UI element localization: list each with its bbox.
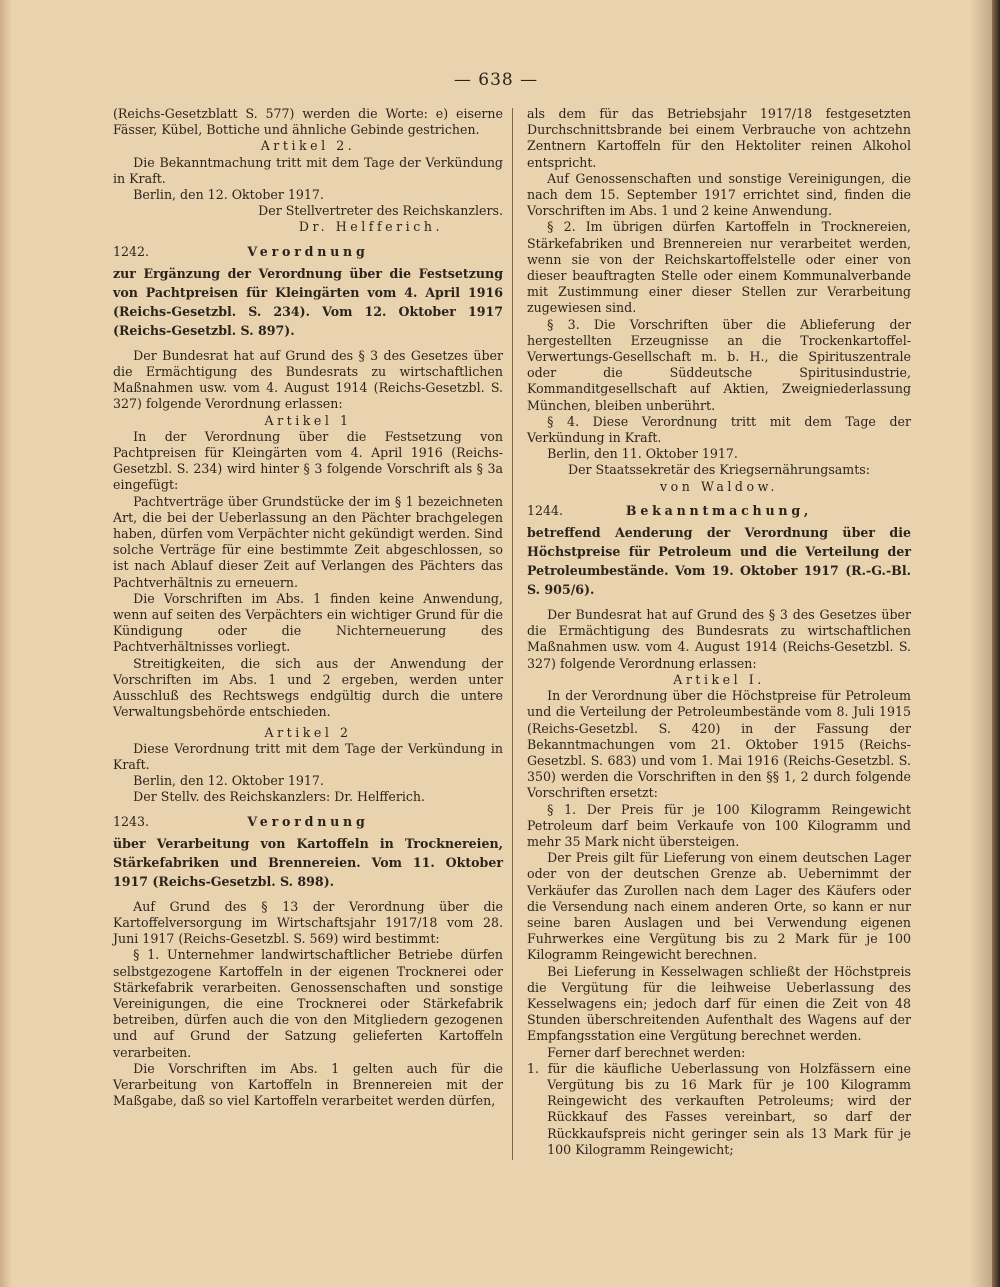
section-1244-header (527, 503, 911, 519)
section-type: Bekanntmachung, (625, 502, 813, 518)
article-2-text: Die Bekanntmachung tritt mit dem Tage der Verkündung in Kraft. (113, 154, 503, 186)
section-number: 1244. (527, 502, 564, 518)
section-1244-paragraph: Der Preis gilt für Lieferung von einem deutschen Lager oder von der deutschen Grenze ab. Uebernimmt der Verkäufer das Zurollen nach dem Lager des Käufers oder die Versendung nach einem anderen Orte, so kann er nur seine baren Auslagen und bei Verwendung eigenen Fuhrwerkes eine Vergütung bis zu 2 Mark für je 100 Kilogramm Reingewicht berechnen. (527, 850, 911, 963)
section-1242-article-1-paragraph: Die Vorschriften im Abs. 1 finden keine Anwendung, wenn auf seiten des Verpächters ein wichtiger Grund für die Kündigung oder die Nichterneuerung des Pachtverhältnisses vorliegt. (113, 590, 503, 655)
section-1244-paragraph: In der Verordnung über die Höchstpreise für Petroleum und die Verteilung der Petroleumbestände vom 8. Juli 1915 (Reichs-Gesetzbl. S. 420) in der Fassung der Bekanntmachungen vom 21. Oktober 1915 (Reichs-Gesetzbl. S. 683) und vom 1. Mai 1916 (Reichs-Gesetzbl. S. 350) werden die Vorschriften in den §§ 1, 2 durch folgende Vorschriften ersetzt: (527, 688, 911, 801)
section-type: Verordnung (247, 243, 369, 259)
article-2-heading: Artikel 2. (260, 138, 356, 154)
section-1243-paragraph: Die Vorschriften im Abs. 1 gelten auch für die Verarbeitung von Kartoffeln in Brennereien mit der Maßgabe, daß so viel Kartoffeln verarbeitet werden dürfen, (113, 1060, 503, 1109)
signer-name: von Waldow. (660, 478, 778, 494)
section-number: 1242. (113, 243, 150, 259)
section-1244-title: betreffend Aenderung der Verordnung über die Höchstpreise für Petroleum und die Verteilung der Petroleumbestände. Vom 19. Oktober 1917 (R.-G.-Bl. S. 905/6). (527, 525, 911, 598)
article-2-signer-name: Dr. Helfferich. (298, 219, 443, 235)
paragraph: § 3. Die Vorschriften über die Ablieferung der hergestellten Erzeugnisse an die Trockenkartoffel-Verwertungs-Gesellschaft m. b. H., die Spirituszentrale oder die Süddeutsche Spiritusindustrie, Kommanditgesellschaft auf Aktien, Zweigniederlassung München, bleiben unberührt. (527, 316, 911, 413)
list-item: 1. für die käufliche Ueberlassung von Holzfässern eine Vergütung bis zu 16 Mark für je 100 Kilogramm Reingewicht des verkauften Petroleums; wird der Rückkauf des Fasses vereinbart, so darf der Rückkaufspreis nicht geringer sein als 13 Mark für je 100 Kilogramm Reingewicht; (527, 1060, 911, 1157)
section-number: 1243. (113, 813, 150, 829)
article-2-date: Berlin, den 12. Oktober 1917. (133, 187, 324, 203)
section-1243-preamble: Auf Grund des § 13 der Verordnung über die Kartoffelversorgung im Wirtschaftsjahr 1917/18 vom 28. Juni 1917 (Reichs-Gesetzbl. S. 569) wird bestimmt: (113, 898, 503, 947)
section-1242-article-2-heading: Artikel 2 (264, 724, 352, 740)
section-1242-header (113, 244, 503, 260)
section-1242-article-1-heading: Artikel 1 (264, 412, 352, 428)
section-1244-article-1-heading: Artikel I. (673, 671, 765, 687)
article-2-signer-title: Der Stellvertreter des Reichskanzlers. (258, 203, 503, 219)
section-1243-title: über Verarbeitung von Kartoffeln in Trocknereien, Stärkefabriken und Brennereien. Vom 11. Oktober 1917 (Reichs-Gesetzbl. S. 898). (113, 835, 503, 889)
paragraph: § 2. Im übrigen dürfen Kartoffeln in Trocknereien, Stärkefabriken und Brennereien nur verarbeitet werden, wenn sie von der Reichskartoffelstelle oder einer von dieser beauftragten Stelle oder einem Kommunalverbande mit Zustimmung einer dieser Stellen zur Verarbeitung zugewiesen sind. (527, 219, 911, 316)
section-type: Verordnung (247, 813, 369, 829)
section-1242-article-1-paragraph: Streitigkeiten, die sich aus der Anwendung der Vorschriften im Abs. 1 und 2 ergeben, werden unter Ausschluß des Rechtswegs endgültig durch die untere Verwaltungsbehörde entschieden. (113, 655, 503, 720)
section-1243-paragraph: § 1. Unternehmer landwirtschaftlicher Betriebe dürfen selbstgezogene Kartoffeln in der eigenen Trocknerei oder Stärkefabrik verarbeiten. Genossenschaften und sonstige Vereinigungen, die eine Trocknerei oder Stärkefabrik betreiben, dürfen auch die von den Mitgliedern gezogenen und auf Grund der Satzung gelieferten Kartoffeln verarbeiten. (113, 947, 503, 1060)
book-edge (992, 0, 1000, 1287)
intro-paragraph: (Reichs-Gesetzblatt S. 577) werden die Worte: e) eiserne Fässer, Kübel, Bottiche und ähnliche Gebinde gestrichen. (113, 106, 503, 138)
paragraph: Auf Genossenschaften und sonstige Vereinigungen, die nach dem 15. September 1917 errichtet sind, finden die Vorschriften im Abs. 1 und 2 keine Anwendung. (527, 170, 911, 219)
section-1242-article-2-text: Diese Verordnung tritt mit dem Tage der Verkündung in Kraft. (113, 740, 503, 772)
signer-title: Der Staatssekretär des Kriegsernährungsamts: (567, 462, 871, 478)
section-1242-article-1-paragraph: Pachtverträge über Grundstücke der im § 1 bezeichneten Art, die bei der Ueberlassung an den Pächter brachgelegen haben, dürfen vom Verpächter nicht gekündigt werden. Sind solche Verträge für eine bestimmte Zeit abgeschlossen, so ist nach Ablauf dieser Zeit auf Verlangen des Pächters das Pachtverhältnis zu erneuern. (113, 493, 503, 590)
section-1243-header (113, 814, 503, 830)
section-1242-signer: Der Stellv. des Reichskanzlers: Dr. Helfferich. (133, 789, 426, 805)
page-number: — 638 — (453, 70, 539, 90)
left-column (113, 106, 503, 1109)
paragraph: § 4. Diese Verordnung tritt mit dem Tage der Verkündung in Kraft. (527, 413, 911, 446)
section-1242-title: zur Ergänzung der Verordnung über die Festsetzung von Pachtpreisen für Kleingärten vom 4. April 1916 (Reichs-Gesetzbl. S. 234). Vom 12. Oktober 1917 (Reichs-Gesetzbl. S. 897). (113, 265, 503, 338)
section-1242-date: Berlin, den 12. Oktober 1917. (133, 773, 324, 789)
section-1242-article-1-paragraph: In der Verordnung über die Festsetzung von Pachtpreisen für Kleingärten vom 4. April 1916 (Reichs-Gesetzbl. S. 234) wird hinter § 3 folgende Vorschrift als § 3a eingefügt: (113, 428, 503, 493)
column-divider (512, 108, 513, 1160)
date-line: Berlin, den 11. Oktober 1917. (547, 446, 738, 462)
section-1244-paragraph: Ferner darf berechnet werden: (547, 1044, 746, 1060)
right-column (527, 106, 911, 1158)
continued-paragraph: als dem für das Betriebsjahr 1917/18 festgesetzten Durchschnittsbrande bei einem Verbrauche von achtzehn Zentnern Kartoffeln für den Hektoliter reinen Alkohol entspricht. (527, 106, 911, 170)
section-1242-preamble: Der Bundesrat hat auf Grund des § 3 des Gesetzes über die Ermächtigung des Bundesrats zu wirtschaftlichen Maßnahmen usw. vom 4. August 1914 (Reichs-Gesetzbl. S. 327) folgende Verordnung erlassen: (113, 347, 503, 412)
section-1244-preamble: Der Bundesrat hat auf Grund des § 3 des Gesetzes über die Ermächtigung des Bundesrats zu wirtschaftlichen Maßnahmen usw. vom 4. August 1914 (Reichs-Gesetzbl. S. 327) folgende Verordnung erlassen: (527, 607, 911, 671)
section-1244-paragraph: Bei Lieferung in Kesselwagen schließt der Höchstpreis die Vergütung für die leihweise Ueberlassung des Kesselwagens ein; jedoch darf für einen die Zeit von 48 Stunden überschreitenden Aufenthalt des Wagens auf der Empfangsstation eine Vergütung berechnet werden. (527, 963, 911, 1044)
section-1244-paragraph: § 1. Der Preis für je 100 Kilogramm Reingewicht Petroleum darf beim Verkaufe von 100 Kilogramm und mehr 35 Mark nicht übersteigen. (527, 801, 911, 849)
